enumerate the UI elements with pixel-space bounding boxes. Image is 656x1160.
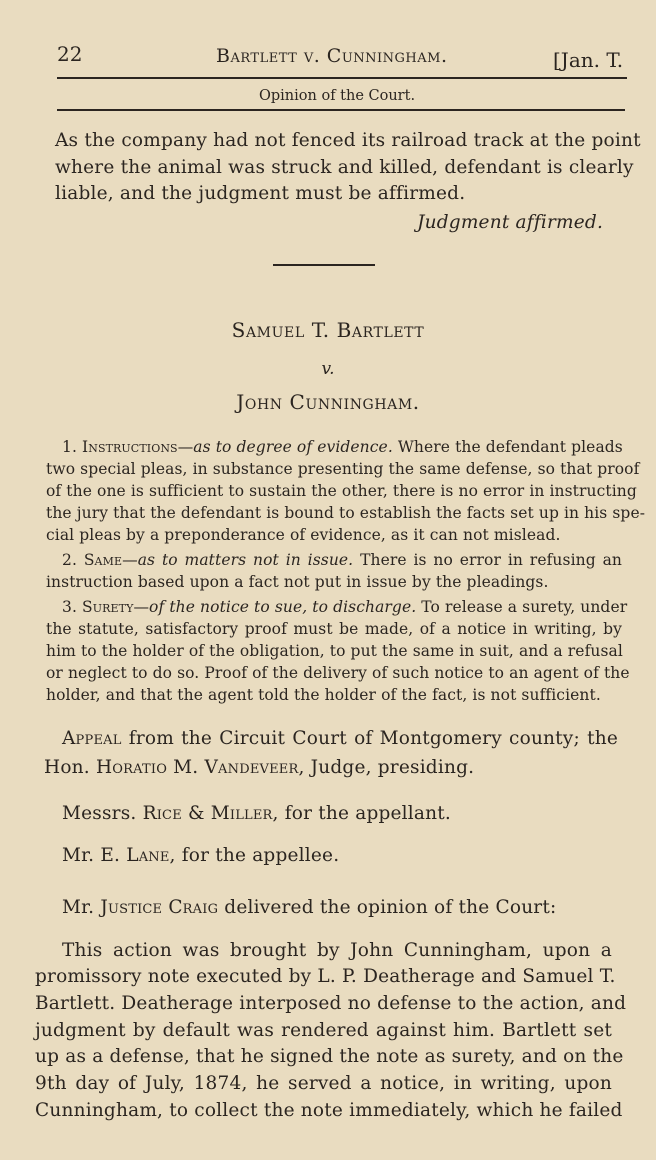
header-rule-bottom	[57, 109, 625, 111]
headnote-number: 1.	[62, 438, 77, 456]
justice-name: Justice Craig	[100, 897, 219, 918]
opinion-intro: Mr. Justice Craig delivered the opinion of the Court:	[62, 897, 557, 918]
appeal-presiding: Judge, presiding.	[310, 757, 475, 778]
opinion-line: Cunningham, to collect the note immediately, which he failed	[35, 1100, 623, 1121]
headnote-subtopic: as to matters not in issue.	[137, 551, 354, 569]
headnote-line: 2. Same—as to matters not in issue. There is no error in refusing an	[62, 551, 622, 569]
headnote-line: instruction based upon a fact not put in issue by the pleadings.	[46, 573, 549, 591]
headnote-subtopic: as to degree of evidence.	[193, 438, 393, 456]
appeal-hon: Hon.	[44, 757, 90, 778]
headnote-text: There is no error in refusing an	[360, 551, 622, 569]
appeal-label: Appeal	[62, 728, 122, 749]
opinion-line: This action was brought by John Cunningham, upon a	[62, 940, 612, 961]
case-separator-rule	[273, 264, 375, 266]
headnote-topic: Instructions	[82, 438, 178, 456]
versus-label: v.	[321, 359, 335, 379]
appeal-line	[44, 757, 474, 778]
headnote-text: To release a surety, under	[421, 598, 628, 616]
opinion-line: Bartlett. Deatherage interposed no defense to the action, and	[35, 993, 627, 1014]
header-subtitle: Opinion of the Court.	[259, 88, 416, 104]
headnote-line: cial pleas by a preponderance of evidence, as it can not mislead.	[46, 526, 561, 544]
prev-opinion-line: where the animal was struck and killed, defendant is clearly	[55, 157, 634, 178]
counsel-appellant: Messrs. Rice & Miller, for the appellant.	[62, 803, 451, 824]
headnote-line: him to the holder of the obligation, to put the same in suit, and a refusal	[46, 642, 623, 660]
page-number: 22	[57, 42, 83, 66]
headnote-line: of the one is sufficient to sustain the other, there is no error in instructing	[46, 482, 637, 500]
appellant-name: Samuel T. Bartlett	[231, 318, 425, 342]
appeal-line	[62, 728, 618, 749]
headnote-line: 3. Surety—of the notice to sue, to discharge. To release a surety, under	[62, 598, 628, 616]
headnote-line: two special pleas, in substance presenting the same defense, so that proof	[46, 460, 640, 478]
headnote-number: 3.	[62, 598, 77, 616]
prev-opinion-line: liable, and the judgment must be affirmed.	[55, 183, 466, 204]
headnote-line: 1. Instructions—as to degree of evidence. Where the defendant pleads	[62, 438, 623, 456]
opinion-line: judgment by default was rendered against him. Bartlett set	[35, 1020, 612, 1041]
headnote-subtopic: of the notice to sue, to discharge.	[149, 598, 417, 616]
headnote-topic: Surety	[82, 598, 134, 616]
appellee-name: John Cunningham.	[236, 390, 420, 414]
opinion-line: up as a defense, that he signed the note as surety, and on the	[35, 1046, 624, 1067]
prev-opinion-line: As the company had not fenced its railroad track at the point	[55, 130, 641, 151]
headnote-line: the jury that the defendant is bound to establish the facts set up in his spe-	[46, 504, 646, 522]
header-rule-top	[57, 77, 627, 79]
headnote-line: or neglect to do so. Proof of the delivery of such notice to an agent of the	[46, 664, 630, 682]
headnote-line: holder, and that the agent told the holder of the fact, is not sufficient.	[46, 686, 601, 704]
headnote-line: the statute, satisfactory proof must be made, of a notice in writing, by	[46, 620, 622, 638]
opinion-line: 9th day of July, 1874, he served a notice, in writing, upon	[35, 1073, 612, 1094]
term-label: [Jan. T.	[553, 48, 624, 72]
running-title: Bartlett v. Cunningham.	[216, 45, 448, 67]
headnote-text: Where the defendant pleads	[397, 438, 623, 456]
judge-name: Horatio M. Vandeveer,	[95, 757, 305, 778]
opinion-line: promissory note executed by L. P. Deatherage and Samuel T.	[35, 966, 616, 987]
headnote-number: 2.	[62, 551, 77, 569]
counsel-appellee: Mr. E. Lane, for the appellee.	[62, 845, 340, 866]
appeal-text: from the Circuit Court of Montgomery county; the	[128, 728, 618, 749]
headnote-topic: Same	[83, 551, 123, 569]
judgment-disposition: Judgment affirmed.	[417, 212, 604, 233]
